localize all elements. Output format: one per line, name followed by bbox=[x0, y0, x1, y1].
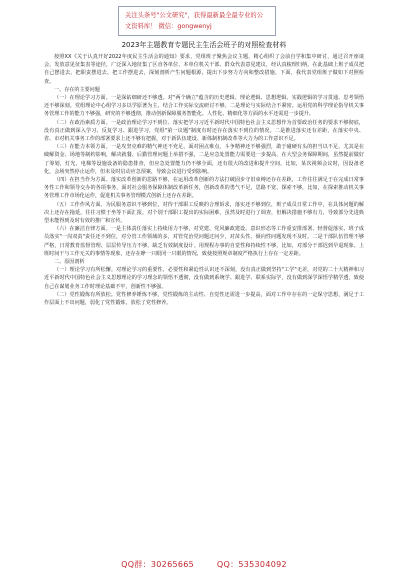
qq-group-number: QQ群：30265665 bbox=[121, 560, 195, 569]
paragraph: （五）工作作风方面。为民服务意识不够到位，对待干部职工反映的合理诉求，落实还不够到位，班子成员日常工作中，在具体问题的解决上还存在拖延，往往习惯于坐等下面汇报，对个别干部职工提出的实际困难，虽然及时进行了调查，但解决措施不够有力，导致部分先进典型未能得到及时有效的推广和宣传。 bbox=[44, 201, 364, 225]
paragraph: （二）在政治素质方面。一是政治理论学习不到位、落实把学习习近平新时代中国特色社会主义思想作为首要政治任务的要求不够彻底，没有真正做到深入学习、反复学习、跟进学习，党组"第一议题"制度有时还存在落实不到位的情况。二是推进落实还有差距，在落实中央、省、市对机关事务工作的部署要求上还不够有把握，对于新队伍建设、新体制机制改革等大力为的工作意识不足。 bbox=[44, 119, 364, 143]
paragraph: （三）在能力本领方面。一是攻坚克难的精气神还不充足、面对困点难点，斗争精神还不够强烈，敢于碰硬有头的担当以不足，尤其是在破解资金、场地等制约影响，解决就餐、后勤管理问题上举措不强，二是应急处置能力需要进一步提高，在大型会务保障期间，虽然提前做好了筹划，灯光、电梯等设施设备的隐患排查，但应急处置能力仍不够全面，还有很大的改进和提升空间，比如，某次视频会议时，因设备老化，会场突然停止运作，但未及时启动应急预案，导致会议进行受到影响。 bbox=[44, 144, 364, 175]
intro-paragraph: 按照XX《关于认真开好2022年度民主生活会的通知》要求，党组班子聚焦会议主题，精心组织了会前自学和集中研讨，通过召开座谈会、发放意见征集表等途径，广泛深入地征集了区直各单位、本单位机关干部、群众代表意见建议，经认真梳理归纳，在此基础上班子成员把自己摆进去、把职责摆进去、把工作摆进去，深刻剖析产生问题根源，提出下步努力方向和整改措施。下面，我代表党组班子做如下对照检查。 bbox=[44, 54, 364, 85]
paragraph: （二）党性锻炼有所放松。党性修养锤炼不够，党性锻炼的主动性、自觉性还需进一步提高，面对工作中存在的一定保守思想，满足于工作层面上不出问题，弱化了党性锻炼，放松了党性修养。 bbox=[44, 291, 364, 307]
paragraph: （四）在担当作为方面。落实改革创新的思路不够，在运用改革创新的方法打破固步守旧束缚还存在差距，工作往往满足于在完成日常事务性工作和领导交办的各项事务，面对社会服务保障体制改革新任务，创新改革的勇气不足，思路不宽，探索不够，比如，在探索推动机关事务管理工作市场化运作，促进机关事务管理模式创新上还存在差距。 bbox=[44, 177, 364, 200]
qq-number: QQ：535304092 bbox=[216, 560, 287, 569]
document-title: 2023年主题教育专题民主生活会班子的对照检查材料 bbox=[121, 41, 287, 49]
promo-banner bbox=[118, 6, 276, 36]
promo-banner-text: 关注头条号"公文研究"，获得最新最全最专业的公文资料库！ 微信：gongwenyj bbox=[125, 12, 264, 30]
document-body bbox=[44, 40, 364, 307]
contact-footer bbox=[0, 559, 408, 570]
section-heading: 二、原因剖析 bbox=[54, 259, 85, 266]
paragraph: （一）在理论学习方面。一是深钻细研还不够透。对"两个确立"蕴含的历史逻辑、理论逻辑、思想逻辑、实践逻辑的学习贯通、思考领悟还不够深刻。党组理论中心组学习多以学原著为主，结合工作实际交流研讨不够。二是理论与实际结合不紧密。运用党的科学理论指导机关事务管理工作的能力不够强，研究的不够透彻，推动创新保障服务智能化、人性化、精细化等方面的水平还需进一步提升。 bbox=[44, 95, 364, 118]
paragraph: （六）在廉洁自律方面。一是主体责任落实上持续用力不够，对党建、党风廉政建设、意识形态等工作重安排部署、轻督促落实，班子成员落实"一岗双责"责任还不到位，对分管工作领域的多，对管党治党问题过问少，对苗头性、倾向性问题发现不及时。二是干部队伍管理不够严格，日常教育监督管理、层层传导压力不够，缺乏有效制度设计。用规程办事的自觉性和持续性不够，比如，对部分干部迟到早退现象、上班时间干与工作无关的事情等现象，还存在睁一只眼闭一只眼的情况，致使按照规章制度严格执行上存在一定差距。 bbox=[44, 226, 364, 257]
paragraph: （一）理论学习有所松懈。对理论学习的重要性、必要性和紧迫性认识还不深刻，没有真正做到坚持"工学"无差，对党的二十大精神和习近平新时代中国特色社会主义思想理论的学习理念的领悟不透彻，没有做到系统学、跟进学、联系实际学，没有做到深学深悟学精学透，致使自己在谋划业务工作时理论基础不牢，创新性不够强。 bbox=[44, 267, 364, 290]
section-heading: 一、存在的主要问题 bbox=[54, 86, 100, 93]
